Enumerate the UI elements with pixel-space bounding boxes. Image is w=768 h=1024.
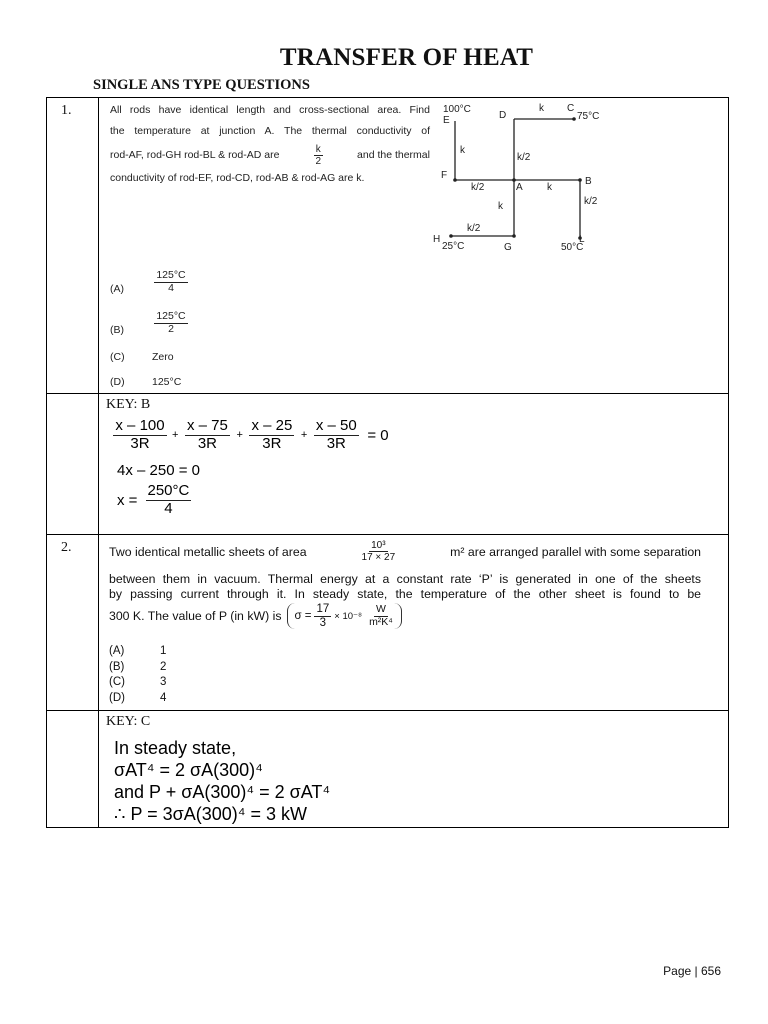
question-line-1: Two identical metallic sheets of area $\frac{\text{10³}}{17 \times 27}$ m² are arranged parallel with some separation (109, 540, 701, 563)
question-number: 2. (61, 540, 72, 555)
label-k-ad: k/2 (517, 152, 531, 163)
label-b: B (585, 176, 592, 187)
equation-line-3: x = $\frac{250^\circ C}{4}$ (117, 482, 190, 517)
label-temp-c: 75°C (577, 111, 600, 122)
section-heading: SINGLE ANS TYPE QUESTIONS (93, 77, 310, 93)
question-number: 1. (61, 103, 72, 118)
question-number-cell (47, 98, 99, 394)
label-g: G (504, 242, 512, 253)
page-title: TRANSFER OF HEAT (279, 44, 534, 71)
sigma-constant: σ = $\frac{17}{3}$ × 10⁻⁸ $\frac{W}{\text{m²K⁴}}$ (287, 603, 401, 629)
option-a: (A) 1 (109, 645, 167, 657)
label-temp-e: 100°C (443, 104, 471, 115)
label-k-ab: k (547, 182, 552, 193)
table-row (47, 711, 729, 828)
question-line-2: between them in vacuum. Thermal energy at a constant rate ‘P’ is generated in one of the sheets (109, 572, 701, 586)
question-line-3: by passing current through it. In steady state, the temperature of the other sheet is found to be (109, 587, 701, 601)
answer-key: KEY: B (106, 397, 151, 412)
option-c: (C) 3 (109, 676, 167, 688)
solution-line-1: In steady state, (114, 738, 237, 758)
label-temp-l: 50°C (561, 242, 584, 253)
fraction-k-over-2: $\frac{k}{2}$ (315, 143, 321, 167)
question-cell: All rods have identical length and cross-sectional area. Find the temperature at junction A. The thermal conductivity of rod-AF, rod-GH rod-BL & rod-AD are $\frac{k}{2}$ and the thermal conductivity of rod-EF, rod-CD, rod-AB & rod-AG are k. (A) $\frac{125^\circ C}{4}$ (B) $\frac{125^\circ C}{2}$ (C) Zero (D) 125°C 100°C E D k C 75°C k k/2 F k/2 A k B k/2 k k/2 H 25°C G 50°C L (99, 98, 729, 394)
question-line-4: 300 K. The value of P (in kW) is σ = $\frac{17}{3}$ × 10⁻⁸ $\frac{W}{\text{m²K⁴}}$ (109, 603, 402, 629)
questions-table (46, 97, 729, 828)
page-number: Page | 656 (663, 964, 721, 978)
table-row (47, 98, 729, 394)
label-k-fa: k/2 (471, 182, 485, 193)
label-f: F (441, 170, 448, 181)
label-a: A (516, 182, 523, 193)
question-cell (99, 535, 729, 711)
label-e: E (443, 115, 450, 126)
label-k-gh: k/2 (467, 223, 481, 234)
label-d: D (499, 110, 507, 121)
option-list (109, 644, 166, 706)
equation-line-2: 4x – 250 = 0 (117, 462, 200, 479)
option-c: (C) Zero (110, 351, 174, 363)
equation-line-1: $\frac{x - 100}{3R}$ + $\frac{x - 75}{3R}$ + $\frac{x - 25}{3R}$ + $\frac{x - 50}{3R}$ = 0 (115, 417, 389, 452)
option-d: (D) 4 (109, 691, 167, 704)
table-row (47, 535, 729, 711)
solution-line-2: σAT⁴ = 2 σA(300)⁴ (114, 760, 263, 780)
label-c: C (567, 103, 575, 114)
answer-key: KEY: C (106, 714, 151, 729)
answer-cell (99, 394, 729, 535)
label-h: H (433, 234, 441, 245)
question-text: All rods have identical length and cross-sectional area. Find the temperature at junction A. The thermal conductivity of rod-AF, rod-GH rod-BL & rod-AD are $\frac{k}{2}$ and the thermal conductivity of rod-EF, rod-CD, rod-AB & rod-AG are k. (110, 104, 430, 184)
label-k-ag: k (498, 201, 503, 212)
rod-network-diagram (429, 98, 619, 258)
solution-line-3: and P + σA(300)⁴ = 2 σAT⁴ (114, 782, 331, 802)
option-b: (B) 2 (109, 660, 167, 673)
solution-line-4: ∴ P = 3σA(300)⁴ = 3 kW (114, 804, 308, 824)
label-k-ef: k (460, 145, 465, 156)
label-k-bl: k/2 (584, 196, 598, 207)
label-l: L (579, 234, 585, 245)
label-temp-h: 25°C (442, 241, 465, 252)
option-d: (D) 125°C (110, 376, 182, 388)
label-k-dc: k (539, 103, 544, 114)
question-number-cell (47, 535, 99, 711)
table-row (47, 394, 729, 535)
answer-cell (99, 711, 729, 828)
